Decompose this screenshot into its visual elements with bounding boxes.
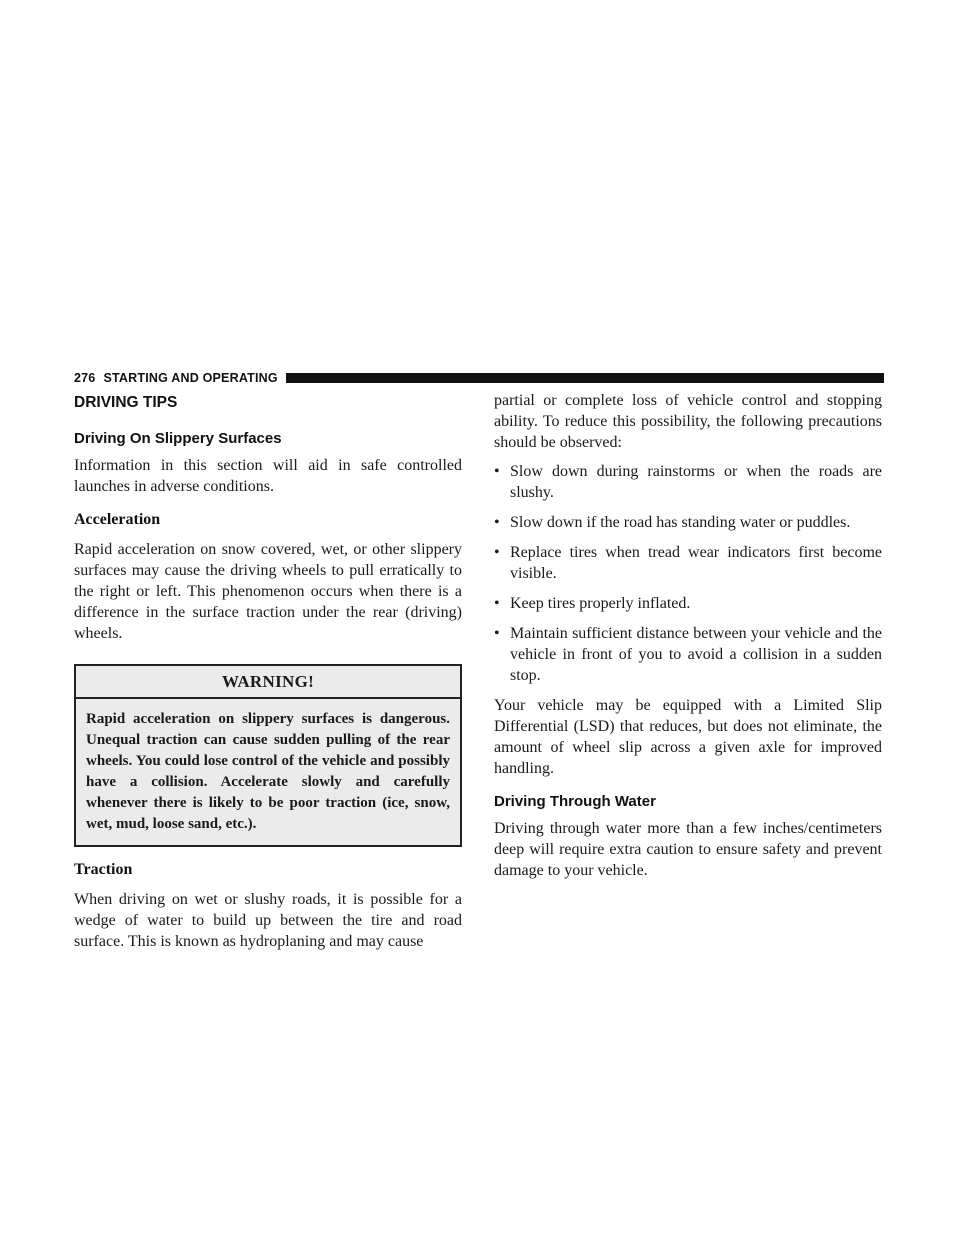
list-item-text: Keep tires properly inflated. bbox=[510, 595, 691, 612]
list-item bbox=[494, 461, 882, 503]
lsd-paragraph: Your vehicle may be equipped with a Limited Slip Differential (LSD) that reduces, but does not eliminate, the amount of wheel slip across a given axle for improved handling. bbox=[494, 697, 882, 777]
list-item bbox=[494, 542, 882, 584]
warning-title: WARNING! bbox=[76, 666, 460, 699]
bullet-icon: • bbox=[494, 595, 500, 612]
list-item bbox=[494, 593, 882, 614]
page-number: 276 bbox=[74, 371, 96, 385]
precautions-list bbox=[494, 461, 882, 686]
left-column bbox=[74, 390, 462, 952]
right-column bbox=[494, 390, 882, 881]
bullet-icon: • bbox=[494, 514, 500, 531]
bullet-icon: • bbox=[494, 625, 500, 642]
intro-paragraph: Information in this section will aid in safe controlled launches in adverse conditions. bbox=[74, 457, 462, 495]
subsection-title: Driving On Slippery Surfaces bbox=[74, 430, 282, 447]
page-header bbox=[74, 369, 884, 387]
water-heading: Driving Through Water bbox=[494, 793, 656, 810]
warning-text: Rapid acceleration on slippery surfaces is dangerous. Unequal traction can cause sudden pulling of the rear wheels. You could lose control of the vehicle and possibly have a collision. Accelerate slowly and carefully whenever there is likely to be poor traction (ice, snow, wet, mud, loose sand, etc.). bbox=[86, 711, 450, 832]
section-title: DRIVING TIPS bbox=[74, 394, 178, 411]
traction-heading: Traction bbox=[74, 861, 133, 878]
bullet-icon: • bbox=[494, 544, 500, 561]
acceleration-heading: Acceleration bbox=[74, 511, 161, 528]
list-item-text: Maintain sufficient distance between your vehicle and the vehicle in front of you to avoid a collision in a sudden stop. bbox=[510, 625, 882, 684]
bullet-icon: • bbox=[494, 463, 500, 480]
header-rule bbox=[286, 373, 884, 383]
list-item-text: Slow down if the road has standing water or puddles. bbox=[510, 514, 851, 531]
list-item bbox=[494, 512, 882, 533]
warning-box bbox=[74, 664, 462, 847]
section-name: STARTING AND OPERATING bbox=[103, 371, 278, 385]
acceleration-paragraph: Rapid acceleration on snow covered, wet, or other slippery surfaces may cause the driving wheels to pull erratically to the right or left. This phenomenon occurs when there is a difference in the surface traction under the rear (driving) wheels. bbox=[74, 541, 462, 642]
traction-paragraph: When driving on wet or slushy roads, it is possible for a wedge of water to build up between the tire and road surface. This is known as hydroplaning and may cause bbox=[74, 891, 462, 950]
water-paragraph: Driving through water more than a few inches/centimeters deep will require extra caution to ensure safety and prevent damage to your vehicle. bbox=[494, 820, 882, 879]
list-item bbox=[494, 623, 882, 686]
continuation-paragraph: partial or complete loss of vehicle control and stopping ability. To reduce this possibility, the following precautions should be observed: bbox=[494, 392, 882, 451]
list-item-text: Slow down during rainstorms or when the roads are slushy. bbox=[510, 463, 882, 501]
list-item-text: Replace tires when tread wear indicators first become visible. bbox=[510, 544, 882, 582]
